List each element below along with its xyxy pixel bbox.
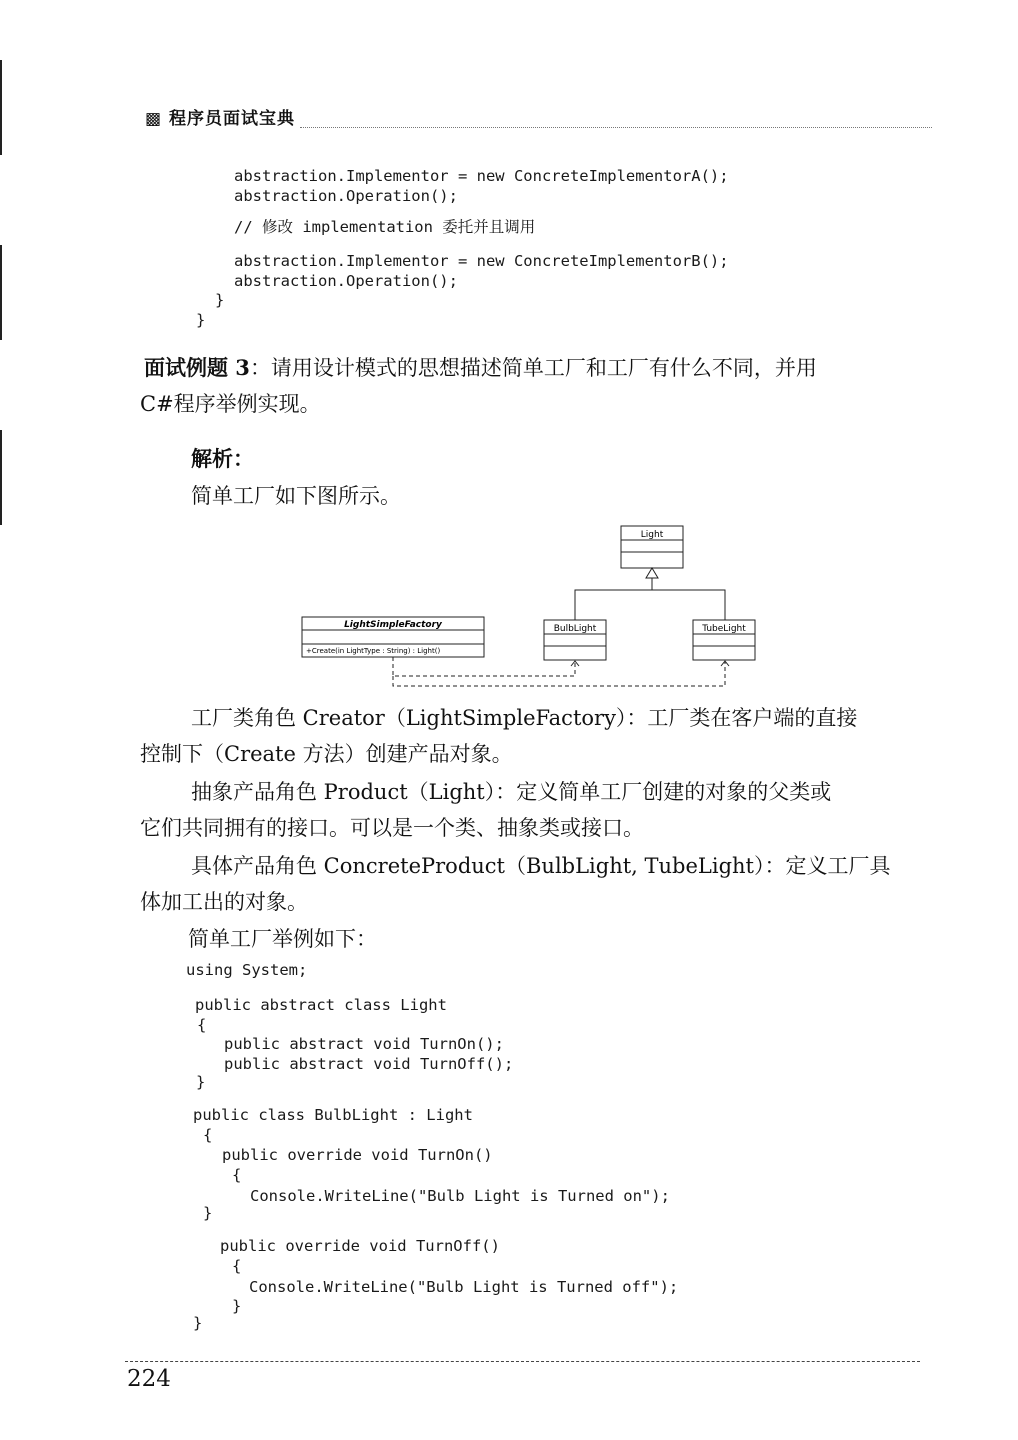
class-name-tubelight: TubeLight (702, 624, 746, 634)
scan-edge-mark (0, 60, 2, 155)
code-brace: } (232, 1297, 242, 1315)
scan-edge-mark (0, 245, 2, 340)
analysis-label: 解析： (191, 446, 254, 471)
code-line: abstraction.Implementor = new ConcreteImplementorB(); (234, 252, 729, 270)
code-line: public override void TurnOff() (220, 1237, 500, 1255)
question-line (144, 350, 817, 386)
code-brace: } (196, 1073, 206, 1091)
role-creator-line-1: 工厂类角色 Creator（LightSimpleFactory）：工厂类在客户端的直接 (191, 706, 858, 730)
code-brace: } (196, 311, 206, 329)
code-line: abstraction.Operation(); (234, 187, 458, 205)
code-line: public override void TurnOn() (222, 1146, 493, 1164)
class-name-light: Light (640, 530, 664, 540)
code-comment: // 修改 implementation 委托并且调用 (234, 218, 536, 236)
inheritance-arrow-icon (646, 568, 658, 578)
question-label: 面试例题 3 (144, 355, 250, 380)
uml-class-bulblight (544, 620, 606, 660)
code-brace: { (197, 1016, 207, 1034)
footer-rule (125, 1361, 920, 1364)
code-line: public abstract void TurnOn(); (224, 1035, 504, 1053)
dependency-line-tube (393, 662, 725, 686)
code-line: Console.WriteLine("Bulb Light is Turned off"); (249, 1278, 679, 1296)
code-line: using System; (186, 961, 308, 979)
scan-edge-mark (0, 430, 2, 525)
book-title: 程序员面试宝典 (168, 109, 295, 129)
page-number: 224 (127, 1366, 171, 1392)
uml-class-tubelight (693, 620, 755, 660)
analysis-intro: 简单工厂如下图所示。 (191, 484, 401, 508)
running-header (145, 104, 295, 129)
inheritance-branch (575, 590, 725, 622)
role-product-line-1: 抽象产品角色 Product（Light）：定义简单工厂创建的对象的父类或 (191, 780, 832, 804)
code-line: Console.WriteLine("Bulb Light is Turned on"); (250, 1187, 670, 1205)
book-icon: ▩ (145, 109, 169, 129)
code-brace: { (232, 1166, 242, 1184)
code-line: public abstract class Light (195, 996, 447, 1014)
code-line: abstraction.Implementor = new ConcreteImplementorA(); (234, 167, 729, 185)
code-brace: } (215, 291, 225, 309)
uml-class-light (621, 526, 683, 568)
role-product-line-2: 它们共同拥有的接口。可以是一个类、抽象类或接口。 (140, 816, 644, 840)
code-brace: } (203, 1204, 213, 1222)
example-intro: 简单工厂举例如下： (188, 927, 377, 951)
uml-class-diagram (296, 520, 766, 695)
code-brace: } (193, 1314, 203, 1332)
factory-method: +Create(in LightType : String) : Light() (306, 647, 441, 655)
code-line: public class BulbLight : Light (193, 1106, 473, 1124)
header-rule (300, 127, 932, 130)
question-line-2: C#程序举例实现。 (140, 392, 321, 416)
uml-class-factory (302, 617, 484, 657)
code-line: public abstract void TurnOff(); (224, 1055, 514, 1073)
role-concrete-line-2: 体加工出的对象。 (140, 890, 308, 914)
role-concrete-line-1: 具体产品角色 ConcreteProduct（BulbLight, TubeLight）：定义工厂具 (191, 854, 891, 878)
role-creator-line-2: 控制下（Create 方法）创建产品对象。 (140, 742, 513, 766)
code-line: abstraction.Operation(); (234, 272, 458, 290)
class-name-factory: LightSimpleFactory (344, 620, 442, 630)
code-brace: { (232, 1257, 242, 1275)
question-text: ：请用设计模式的思想描述简单工厂和工厂有什么不同，并用 (249, 356, 817, 380)
code-brace: { (203, 1126, 213, 1144)
class-name-bulblight: BulbLight (553, 624, 597, 634)
